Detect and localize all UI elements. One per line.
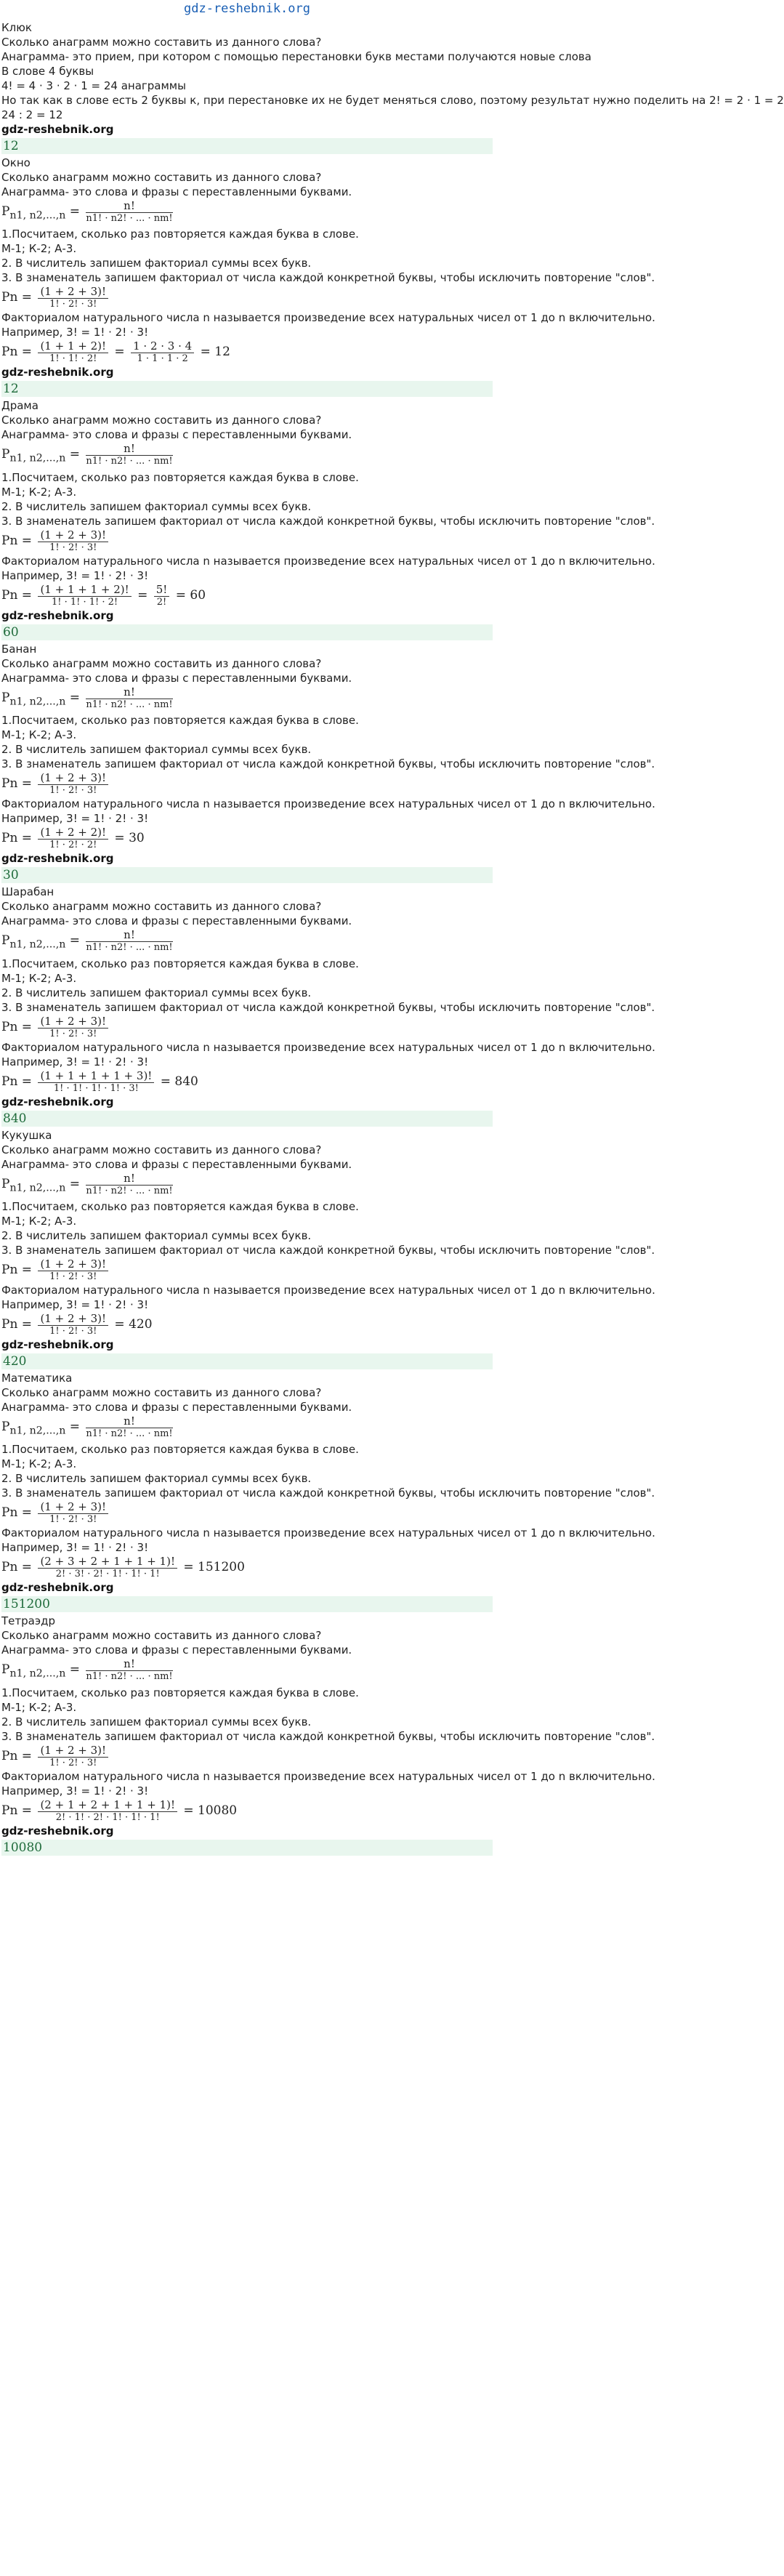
fraction-denominator: n1! · n2! · ... · nm!: [86, 1185, 173, 1196]
fraction-numerator: (1 + 1 + 1 + 2)!: [38, 583, 131, 597]
result-value: 60: [190, 587, 206, 603]
fraction-denominator: 1! · 2! · 3!: [49, 785, 97, 797]
result-value: 12: [214, 345, 230, 360]
step-3: 3. В знаменатель запишем факториал от числа каждой конкретной буквы, чтобы исключить повторение "слов".: [1, 1000, 655, 1014]
fraction-numerator: n!: [86, 1657, 172, 1671]
formula-subscript: n1, n2,...,n: [9, 1425, 66, 1437]
fraction: [86, 1172, 172, 1197]
fraction: [38, 1798, 177, 1824]
formula-symbol: P: [1, 204, 10, 219]
step-3: 3. В знаменатель запишем факториал от числа каждой конкретной буквы, чтобы исключить повторение "слов".: [1, 271, 655, 285]
fraction-numerator: (1 + 1 + 2)!: [38, 339, 108, 353]
result-value: 10080: [198, 1803, 238, 1818]
fraction-denominator: 1! · 2! · 3!: [49, 1757, 97, 1768]
formula-symbol: P: [1, 447, 10, 462]
answer-value: 420: [1, 1353, 493, 1369]
fraction: [38, 826, 108, 851]
example-line: Например, 3! = 1! · 2! · 3!: [1, 812, 149, 826]
fraction-numerator: (1 + 2 + 3)!: [38, 1257, 108, 1271]
fraction: [38, 1257, 108, 1283]
formula-symbol: P: [1, 933, 10, 949]
fraction-denominator: n1! · n2! · ... · nm!: [86, 942, 173, 954]
answer-value: 12: [1, 381, 493, 397]
fraction-numerator: (1 + 2 + 3)!: [38, 771, 108, 785]
question-line: Сколько анаграмм можно составить из данного слова?: [1, 1385, 322, 1399]
fraction-denominator: n1! · n2! · ... · nm!: [86, 1428, 173, 1439]
fraction-numerator: n!: [86, 1414, 172, 1428]
formula-subscript: n1, n2,...,n: [9, 1181, 66, 1194]
step-2: 2. В числитель запишем факториал суммы всех букв.: [1, 1472, 312, 1486]
fraction-numerator: 1 · 2 · 3 · 4: [131, 339, 194, 353]
watermark: gdz-reshebnik.org: [1, 366, 114, 379]
formula-subscript: n1, n2,...,n: [9, 209, 66, 222]
fraction-denominator: 1! · 1! · 1! · 1! · 3!: [53, 1082, 139, 1094]
step-1: 1.Посчитаем, сколько раз повторяется каждая буква в слове.: [1, 470, 359, 484]
fraction-denominator: 1! · 2! · 3!: [49, 1514, 97, 1526]
letters-count: М-1; К-2; А-3.: [1, 728, 77, 742]
word-section: [0, 398, 655, 640]
fraction-denominator: 1! · 2! · 3!: [49, 1325, 97, 1337]
watermark: gdz-reshebnik.org: [1, 123, 114, 136]
answer-value: 60: [1, 624, 493, 640]
watermark: gdz-reshebnik.org: [1, 1095, 114, 1108]
step-3: 3. В знаменатель запишем факториал от числа каждой конкретной буквы, чтобы исключить повторение "слов".: [1, 514, 655, 528]
step-2: 2. В числитель запишем факториал суммы всех букв.: [1, 1228, 312, 1242]
question-line: Сколько анаграмм можно составить из данного слова?: [1, 1629, 322, 1643]
answer-value: 12: [1, 138, 493, 154]
fraction-denominator: 1! · 1! · 2!: [49, 353, 97, 365]
fraction: [38, 1744, 108, 1769]
pn-formula: Pn = $\frac{(1 + 2 + 3)!}{1! \cdot 2! \cdot 3!}$: [1, 528, 493, 554]
example-line: Например, 3! = 1! · 2! · 3!: [1, 1784, 149, 1798]
fraction-numerator: (1 + 2 + 3)!: [38, 528, 108, 542]
general-formula: $P_{n1, n2,...,n}$ = $\frac{n!}{n1! \cdot n2! \cdot ... \cdot nm!}$: [1, 928, 173, 954]
word-title: Шарабан: [1, 885, 54, 899]
formula-symbol: P: [1, 690, 10, 705]
formula-subscript: n1, n2,...,n: [9, 452, 66, 464]
word-title: Банан: [1, 642, 37, 656]
result-formula: Pn = $\frac{(1 + 1 + 2)!}{1! \cdot 1! \cdot 2!}$ = $\frac{1 \cdot 2 \cdot 3 \cdot 4}{1 \cdot 1 \cdot 1 \cdot 2}$ = 12: [1, 339, 230, 365]
fraction: [38, 1015, 108, 1040]
fraction-numerator: n!: [86, 685, 172, 699]
word-title: Клюк: [1, 21, 32, 34]
result-formula: Pn = $\frac{(2 + 3 + 2 + 1 + 1 + 1)!}{2! \cdot 3! \cdot 2! \cdot 1! \cdot 1! \cdot 1!}$ = 151200: [1, 1555, 245, 1580]
fraction: [38, 771, 108, 797]
fraction-numerator: (1 + 2 + 3)!: [38, 285, 108, 299]
formula-symbol: P: [1, 1419, 10, 1434]
factorial-definition: Факториалом натурального числа n называется произведение всех натуральных чисел от 1 до n включительно.: [1, 1769, 655, 1783]
fraction-numerator: 5!: [154, 583, 170, 597]
fraction-denominator: 2! · 1! · 2! · 1! · 1! · 1!: [55, 1811, 160, 1823]
general-formula: $P_{n1, n2,...,n}$ = $\frac{n!}{n1! \cdot n2! \cdot ... \cdot nm!}$: [1, 1414, 173, 1439]
fraction-numerator: (2 + 3 + 2 + 1 + 1 + 1)!: [38, 1555, 177, 1569]
fraction-denominator: 1 · 1 · 1 · 2: [137, 353, 188, 365]
pn-formula: Pn = $\frac{(1 + 2 + 3)!}{1! \cdot 2! \cdot 3!}$: [1, 1500, 493, 1526]
definition-line: Анаграмма- это слова и фразы с переставленными буквами.: [1, 914, 352, 928]
example-line: Например, 3! = 1! · 2! · 3!: [1, 1055, 149, 1068]
formula-subscript: n1, n2,...,n: [9, 696, 66, 708]
general-formula: $P_{n1, n2,...,n}$ = $\frac{n!}{n1! \cdot n2! \cdot ... \cdot nm!}$: [1, 442, 173, 467]
result-value: 420: [129, 1316, 153, 1332]
step-1: 1.Посчитаем, сколько раз повторяется каждая буква в слове.: [1, 957, 359, 970]
pn-formula: Pn = $\frac{(1 + 2 + 3)!}{1! \cdot 2! \cdot 3!}$: [1, 1744, 493, 1769]
word-section: [0, 885, 655, 1126]
question-line: Сколько анаграмм можно составить из данного слова?: [1, 1143, 322, 1156]
factorial-definition: Факториалом натурального числа n называется произведение всех натуральных чисел от 1 до n включительно.: [1, 311, 655, 325]
fraction-numerator: n!: [86, 199, 172, 213]
fraction: [86, 685, 172, 711]
letters-count: М-1; К-2; А-3.: [1, 485, 77, 499]
pn-formula: Pn = $\frac{(1 + 2 + 3)!}{1! \cdot 2! \cdot 3!}$: [1, 1257, 493, 1283]
fraction: [38, 1555, 177, 1580]
fraction-denominator: 1! · 2! · 3!: [49, 542, 97, 553]
step-1: 1.Посчитаем, сколько раз повторяется каждая буква в слове.: [1, 1199, 359, 1213]
fraction: [38, 1069, 154, 1095]
letters-count: М-1; К-2; А-3.: [1, 1214, 77, 1228]
example-line: Например, 3! = 1! · 2! · 3!: [1, 326, 149, 339]
letters-count: М-1; К-2; А-3.: [1, 1457, 77, 1471]
fraction: [38, 1500, 108, 1526]
step-2: 2. В числитель запишем факториал суммы всех букв.: [1, 743, 312, 757]
answer-value: 151200: [1, 1596, 493, 1612]
factorial-definition: Факториалом натурального числа n называется произведение всех натуральных чисел от 1 до n включительно.: [1, 1040, 655, 1054]
step-1: 1.Посчитаем, сколько раз повторяется каждая буква в слове.: [1, 1686, 359, 1699]
word-section: [0, 20, 784, 154]
fraction: [86, 442, 172, 467]
step-1: 1.Посчитаем, сколько раз повторяется каждая буква в слове.: [1, 1443, 359, 1457]
fraction-denominator: 1! · 1! · 1! · 2!: [51, 596, 118, 608]
fraction: [86, 199, 172, 225]
fraction-denominator: 1! · 2! · 3!: [49, 299, 97, 310]
formula-symbol: P: [1, 1176, 10, 1191]
question-line: Сколько анаграмм можно составить из данного слова?: [1, 171, 322, 184]
question-line: Сколько анаграмм можно составить из данного слова?: [1, 900, 322, 914]
word-section: [0, 1128, 655, 1369]
formula-subscript: n1, n2,...,n: [9, 1667, 66, 1680]
result-value: 30: [129, 831, 145, 846]
factorial-definition: Факториалом натурального числа n называется произведение всех натуральных чисел от 1 до n включительно.: [1, 1526, 655, 1540]
fraction-numerator: (1 + 1 + 1 + 1 + 3)!: [38, 1069, 154, 1083]
fraction: [38, 1312, 108, 1337]
fraction-numerator: (1 + 2 + 3)!: [38, 1015, 108, 1029]
result-formula: Pn = $\frac{(1 + 1 + 1 + 2)!}{1! \cdot 1! \cdot 1! \cdot 2!}$ = $\frac{5!}{2!}$ = 60: [1, 582, 206, 608]
fraction-denominator: n1! · n2! · ... · nm!: [86, 456, 173, 467]
letters-count: М-1; К-2; А-3.: [1, 1700, 77, 1714]
factorial-definition: Факториалом натурального числа n называется произведение всех натуральных чисел от 1 до n включительно.: [1, 554, 655, 568]
fraction-denominator: n1! · n2! · ... · nm!: [86, 1671, 173, 1683]
fraction: [154, 583, 170, 608]
step-2: 2. В числитель запишем факториал суммы всех букв.: [1, 1715, 312, 1728]
formula-symbol: P: [1, 1662, 10, 1678]
result-formula: Pn = $\frac{(1 + 2 + 3)!}{1! \cdot 2! \cdot 3!}$ = 420: [1, 1311, 153, 1337]
fraction-numerator: (1 + 2 + 3)!: [38, 1744, 108, 1758]
definition-line: Анаграмма- это слова и фразы с переставленными буквами.: [1, 428, 352, 442]
letters-count: М-1; К-2; А-3.: [1, 242, 77, 256]
fraction: [38, 528, 108, 554]
question-line: Сколько анаграмм можно составить из данного слова?: [1, 656, 322, 670]
result-formula: Pn = $\frac{(1 + 1 + 1 + 1 + 3)!}{1! \cdot 1! \cdot 1! \cdot 1! \cdot 3!}$ = 840: [1, 1068, 198, 1094]
fraction-numerator: n!: [86, 442, 172, 456]
definition-line: Анаграмма- это слова и фразы с переставленными буквами.: [1, 1157, 352, 1171]
example-line: Например, 3! = 1! · 2! · 3!: [1, 1541, 149, 1555]
result-value: 151200: [198, 1560, 245, 1575]
general-formula: $P_{n1, n2,...,n}$ = $\frac{n!}{n1! \cdot n2! \cdot ... \cdot nm!}$: [1, 685, 173, 710]
fraction-numerator: (1 + 2 + 3)!: [38, 1500, 108, 1514]
example-line: Например, 3! = 1! · 2! · 3!: [1, 1297, 149, 1311]
word-title: Драма: [1, 399, 39, 413]
word-title: Тетраэдр: [1, 1614, 55, 1628]
watermark: gdz-reshebnik.org: [1, 1824, 114, 1838]
step-3: 3. В знаменатель запишем факториал от числа каждой конкретной буквы, чтобы исключить повторение "слов".: [1, 1243, 655, 1257]
step-3: 3. В знаменатель запишем факториал от числа каждой конкретной буквы, чтобы исключить повторение "слов".: [1, 1729, 655, 1743]
text-line: Анаграмма- это прием, при котором с помощью перестановки букв местами получаются новые слова: [1, 50, 591, 63]
step-2: 2. В числитель запишем факториал суммы всех букв.: [1, 986, 312, 999]
word-title: Математика: [1, 1371, 73, 1385]
result-formula: Pn = $\frac{(1 + 2 + 2)!}{1! \cdot 2! \cdot 2!}$ = 30: [1, 826, 145, 851]
watermark: gdz-reshebnik.org: [1, 608, 114, 622]
fraction-denominator: 1! · 2! · 3!: [49, 1271, 97, 1282]
fraction: [86, 1657, 172, 1683]
answer-value: 840: [1, 1111, 493, 1127]
definition-line: Анаграмма- это слова и фразы с переставленными буквами.: [1, 671, 352, 685]
fraction-numerator: (2 + 1 + 2 + 1 + 1 + 1)!: [38, 1798, 177, 1812]
fraction: [86, 1414, 172, 1440]
fraction-denominator: 1! · 2! · 3!: [49, 1028, 97, 1039]
text-line: В слове 4 буквы: [1, 65, 94, 78]
fraction: [131, 339, 194, 365]
fraction-denominator: 1! · 2! · 2!: [49, 840, 97, 851]
watermark: gdz-reshebnik.org: [1, 1581, 114, 1595]
step-1: 1.Посчитаем, сколько раз повторяется каждая буква в слове.: [1, 714, 359, 728]
word-title: Кукушка: [1, 1128, 52, 1142]
watermark: gdz-reshebnik.org: [1, 1337, 114, 1351]
text-line: Сколько анаграмм можно составить из данного слова?: [1, 36, 322, 49]
word-title: Окно: [1, 156, 31, 169]
formula-subscript: n1, n2,...,n: [9, 938, 66, 951]
fraction: [38, 583, 131, 608]
word-section: [0, 156, 655, 397]
fraction-numerator: n!: [86, 1172, 172, 1186]
general-formula: $P_{n1, n2,...,n}$ = $\frac{n!}{n1! \cdot n2! \cdot ... \cdot nm!}$: [1, 1171, 173, 1196]
fraction: [38, 285, 108, 310]
answer-value: 30: [1, 867, 493, 883]
definition-line: Анаграмма- это слова и фразы с переставленными буквами.: [1, 1400, 352, 1414]
general-formula: $P_{n1, n2,...,n}$ = $\frac{n!}{n1! \cdot n2! \cdot ... \cdot nm!}$: [1, 1657, 173, 1683]
step-2: 2. В числитель запишем факториал суммы всех букв.: [1, 257, 312, 270]
text-line: 24 : 2 = 12: [1, 108, 63, 121]
site-header[interactable]: gdz-reshebnik.org: [184, 1, 310, 16]
pn-formula: Pn = $\frac{(1 + 2 + 3)!}{1! \cdot 2! \cdot 3!}$: [1, 285, 493, 310]
step-3: 3. В знаменатель запишем факториал от числа каждой конкретной буквы, чтобы исключить повторение "слов".: [1, 1486, 655, 1500]
fraction-numerator: n!: [86, 928, 172, 942]
word-section: [0, 1371, 655, 1612]
word-section: [0, 642, 655, 883]
fraction-numerator: (1 + 2 + 3)!: [38, 1312, 108, 1326]
text-line: Но так как в слове есть 2 буквы к, при перестановке их не будет меняться слово, поэтому результат нужно поделить на 2! = 2 · 1 = 2: [1, 94, 784, 107]
text-line: 4! = 4 · 3 · 2 · 1 = 24 анаграммы: [1, 79, 186, 92]
word-section: [0, 1614, 655, 1855]
fraction: [38, 339, 108, 365]
fraction-denominator: 2!: [156, 596, 167, 608]
factorial-definition: Факториалом натурального числа n называется произведение всех натуральных чисел от 1 до n включительно.: [1, 797, 655, 811]
pn-formula: Pn = $\frac{(1 + 2 + 3)!}{1! \cdot 2! \cdot 3!}$: [1, 1015, 493, 1040]
fraction-denominator: n1! · n2! · ... · nm!: [86, 699, 173, 710]
general-formula: $P_{n1, n2,...,n}$ = $\frac{n!}{n1! \cdot n2! \cdot ... \cdot nm!}$: [1, 199, 173, 224]
watermark: gdz-reshebnik.org: [1, 852, 114, 866]
result-value: 840: [174, 1074, 198, 1089]
example-line: Например, 3! = 1! · 2! · 3!: [1, 568, 149, 582]
fraction: [86, 928, 172, 954]
solutions-list: [0, 20, 784, 1856]
definition-line: Анаграмма- это слова и фразы с переставленными буквами.: [1, 185, 352, 198]
pn-formula: Pn = $\frac{(1 + 2 + 3)!}{1! \cdot 2! \cdot 3!}$: [1, 771, 493, 797]
fraction-numerator: (1 + 2 + 2)!: [38, 826, 108, 840]
letters-count: М-1; К-2; А-3.: [1, 971, 77, 985]
question-line: Сколько анаграмм можно составить из данного слова?: [1, 414, 322, 427]
factorial-definition: Факториалом натурального числа n называется произведение всех натуральных чисел от 1 до n включительно.: [1, 1283, 655, 1297]
answer-value: 10080: [1, 1840, 493, 1856]
result-formula: Pn = $\frac{(2 + 1 + 2 + 1 + 1 + 1)!}{2! \cdot 1! \cdot 2! \cdot 1! \cdot 1! \cdot 1!}$ = 10080: [1, 1798, 238, 1823]
fraction-denominator: n1! · n2! · ... · nm!: [86, 213, 173, 224]
definition-line: Анаграмма- это слова и фразы с переставленными буквами.: [1, 1643, 352, 1657]
step-2: 2. В числитель запишем факториал суммы всех букв.: [1, 499, 312, 513]
fraction-denominator: 2! · 3! · 2! · 1! · 1! · 1!: [55, 1569, 160, 1580]
step-3: 3. В знаменатель запишем факториал от числа каждой конкретной буквы, чтобы исключить повторение "слов".: [1, 757, 655, 771]
step-1: 1.Посчитаем, сколько раз повторяется каждая буква в слове.: [1, 228, 359, 241]
